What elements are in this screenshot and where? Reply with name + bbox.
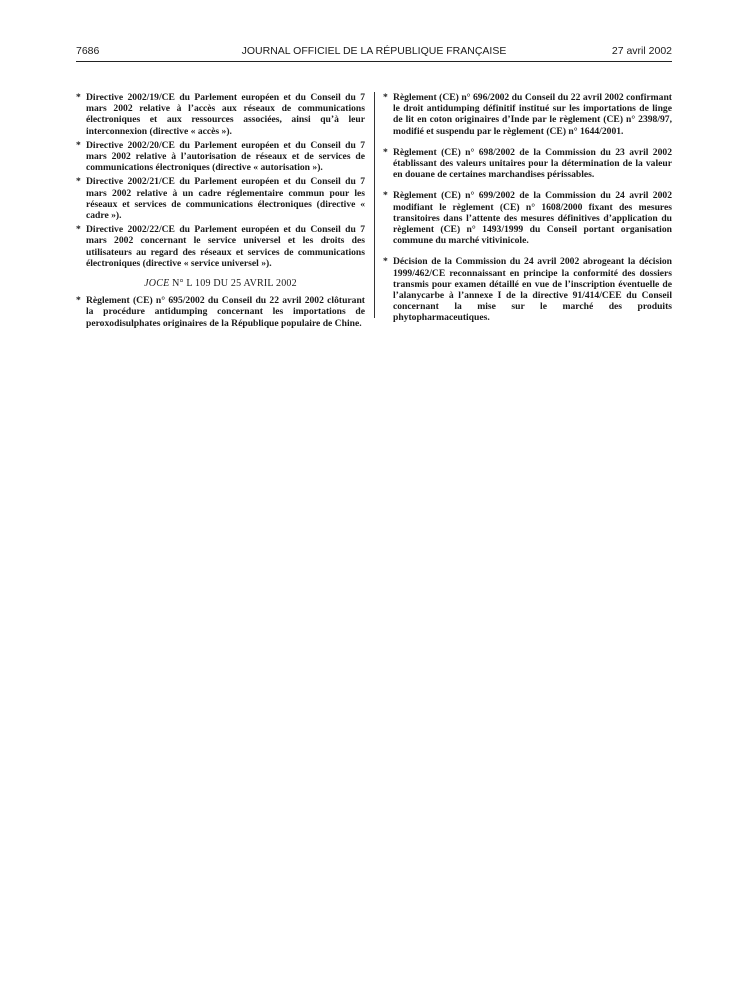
entry-text: Décision de la Commission du 24 avril 2002 abrogeant la décision 1999/462/CE reconnaissant en principe la conformité des dossiers transmis pour examen détaillé en vue de l’inscription éventuelle de l’alanycarbe à l’annexe I de la directive 91/414/CEE du Conseil concernant la mise sur le marché des produits phytopharmaceutiques. (393, 256, 672, 324)
entry-text: Directive 2002/19/CE du Parlement européen et du Conseil du 7 mars 2002 relative à l’accès aux réseaux de communications électroniques et aux ressources associées, ainsi qu’à leur interconnexion (directive « accès »). (86, 92, 365, 137)
section-title-journal: JOCE (144, 278, 170, 290)
entry-text: Règlement (CE) n° 698/2002 de la Commission du 23 avril 2002 établissant des valeurs unitaires pour la détermination de la valeur en douane de certaines marchandises périssables. (393, 146, 672, 181)
page-number: 7686 (76, 45, 100, 57)
bullet-asterisk: * (383, 146, 388, 158)
bullet-asterisk: * (383, 190, 388, 202)
left-column (76, 92, 365, 332)
list-item (76, 92, 365, 137)
section-title-number: N° L 109 DU 25 AVRIL 2002 (169, 278, 297, 290)
page-header (76, 44, 672, 60)
entry-text: Directive 2002/20/CE du Parlement européen et du Conseil du 7 mars 2002 relative à l’autorisation de réseaux et de services de communications électroniques (directive « autorisation »). (86, 139, 365, 174)
list-item (76, 140, 365, 174)
list-item (383, 92, 672, 137)
entry-text: Règlement (CE) n° 699/2002 de la Commission du 24 avril 2002 modifiant le règlement (CE) n° 1608/2000 fixant des mesures transitoires dans l’attente des mesures définitives d’application du règlement (CE) n° 1493/1999 du Conseil portant organisation commune du marché vitivinicole. (393, 190, 672, 247)
entry-text: Règlement (CE) n° 696/2002 du Conseil du 22 avril 2002 confirmant le droit antidumping définitif institué sur les importations de linge de lit en coton originaires d’Inde par le règlement (CE) n° 2398/97, modifié et suspendu par le règlement (CE) n° 1644/2001. (393, 92, 672, 137)
section-title (76, 278, 365, 289)
issue-date: 27 avril 2002 (611, 45, 672, 57)
entry-text: Directive 2002/21/CE du Parlement européen et du Conseil du 7 mars 2002 relative à un cadre réglementaire commun pour les réseaux et services de communications électroniques (directive « cadre »). (86, 176, 365, 222)
bullet-asterisk: * (76, 92, 81, 103)
list-item (383, 147, 672, 181)
list-item (383, 190, 672, 246)
bullet-asterisk: * (383, 92, 388, 103)
header-rule (76, 61, 672, 62)
column-divider (374, 92, 375, 318)
bullet-asterisk: * (76, 295, 81, 307)
bullet-asterisk: * (76, 176, 81, 188)
right-column (383, 92, 672, 334)
bullet-asterisk: * (76, 139, 81, 151)
bullet-asterisk: * (76, 224, 81, 236)
list-item (76, 176, 365, 221)
journal-title: JOURNAL OFFICIEL DE LA RÉPUBLIQUE FRANÇAISE (241, 45, 507, 57)
list-item (76, 295, 365, 329)
list-item (76, 224, 365, 269)
bullet-asterisk: * (383, 256, 388, 268)
entry-text: Directive 2002/22/CE du Parlement européen et du Conseil du 7 mars 2002 concernant le service universel et les droits des utilisateurs au regard des réseaux et services de communications électroniques (directive « service universel »). (86, 224, 365, 269)
list-item (383, 256, 672, 323)
entry-text: Règlement (CE) n° 695/2002 du Conseil du 22 avril 2002 clôturant la procédure antidumping concernant les importations de peroxodisulphates originaires de la République populaire de Chine. (86, 295, 365, 329)
